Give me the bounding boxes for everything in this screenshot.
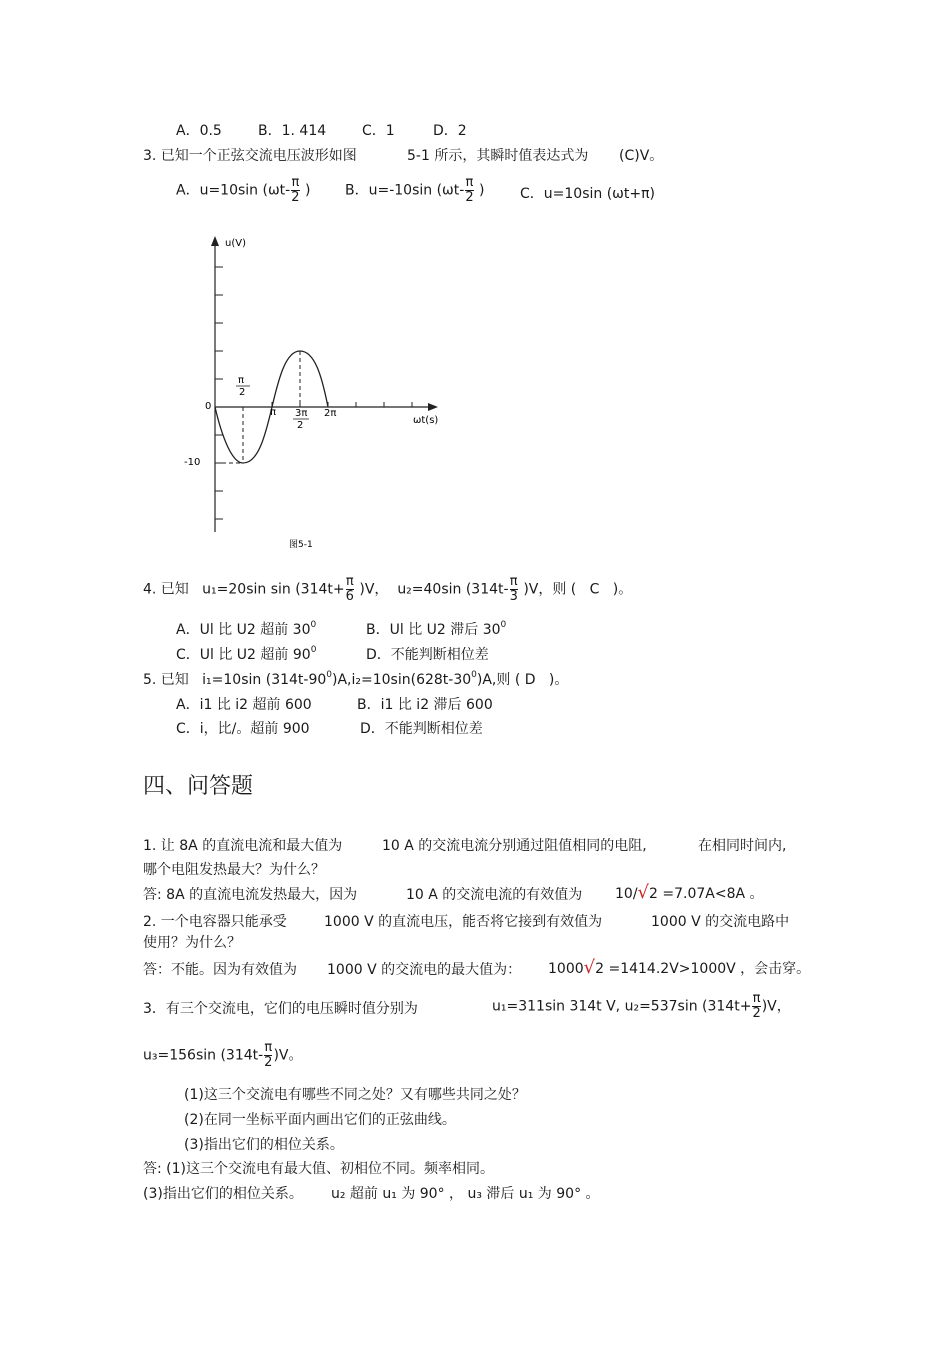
q4-option-d: D．不能判断相位差	[366, 647, 489, 663]
q4-u2: u₂=40sin (314t-	[397, 581, 509, 598]
numerator: π	[752, 991, 761, 1006]
q4-mid: )V，	[359, 581, 389, 598]
q4-option-b-text: B．Ul 比 U2 滞后 30	[366, 622, 501, 638]
q3-stem-text: 已知一个正弦交流电压波形如图	[160, 148, 357, 164]
neg10-label: -10	[184, 457, 201, 468]
qa1-line1b: 10 A 的交流电流分别通过阻值相同的电阻,	[382, 838, 647, 854]
qa1-answer-d: 2 =7.07A<8A 。	[649, 886, 764, 902]
qa2-answer-c-text: 1000	[548, 961, 584, 977]
q4-option-a	[176, 621, 316, 641]
qa2-answer-c	[548, 959, 810, 978]
y-axis-label: u(V)	[225, 238, 246, 249]
degree-mark: 0	[310, 620, 317, 630]
figure-5-1	[170, 232, 450, 562]
q2-option-a: A．0.5	[176, 123, 222, 139]
q4-option-c-text: C．Ul 比 U2 超前 90	[176, 647, 311, 663]
paren: )	[304, 182, 311, 199]
qa3-line2-end: )V。	[273, 1047, 303, 1064]
q3-option-a	[176, 176, 310, 205]
q5-answer: D	[524, 672, 536, 688]
qa2-line1b: 1000 V 的直流电压，能否将它接到有效值为	[324, 914, 603, 930]
denominator: 2	[465, 190, 474, 205]
qa2-answer-d: 2 =1414.2V>1000V ，会击穿。	[595, 961, 811, 977]
degree-mark: 0	[310, 645, 317, 655]
qa1-line2: 哪个电阻发热最大？为什么？	[143, 862, 325, 878]
q4-option-a-text: A．Ul 比 U2 超前 30	[176, 622, 311, 638]
q4-number: 4. 已知	[143, 581, 189, 598]
qa3-line1a: 3．有三个交流电，它们的电压瞬时值分别为	[143, 1001, 418, 1017]
sqrt-icon: √	[583, 957, 596, 978]
q5-option-d: D．不能判断相位差	[360, 721, 483, 737]
q3-answer: (C)V。	[619, 148, 664, 164]
q5-number: 5. 已知	[143, 672, 189, 688]
fraction	[291, 176, 299, 205]
q3-option-b-text: B．u=-10sin (ωt-	[345, 182, 465, 199]
origin-label: 0	[205, 401, 212, 412]
fraction	[264, 1041, 272, 1070]
two-pi-label: 2π	[324, 408, 337, 419]
qa3-sub2: (2)在同一坐标平面内画出它们的正弦曲线。	[184, 1112, 456, 1128]
qa3-answer1: 答: (1)这三个交流电有最大值、初相位不同。频率相同。	[143, 1161, 494, 1177]
numerator: π	[291, 175, 300, 190]
qa3-answer3a: (3)指出它们的相位关系。	[143, 1186, 303, 1202]
paren: )	[479, 182, 485, 199]
degree-mark: 0	[326, 670, 332, 680]
three-pi-den: 2	[297, 420, 304, 431]
qa1-answer-b: 10 A 的交流电流的有效值为	[406, 887, 583, 903]
q3-stem	[143, 147, 357, 165]
degree-mark: 0	[471, 670, 477, 680]
q5-option-c: C．i，比/。超前 900	[176, 721, 310, 737]
figure-caption: 图5-1	[289, 540, 313, 550]
q5-stem	[143, 671, 568, 691]
q4-answer: C	[589, 581, 600, 598]
q4-tail: )V，则 (	[523, 581, 577, 598]
q4-stem	[143, 575, 632, 604]
q5-option-a: A．i1 比 i2 超前 600	[176, 697, 312, 713]
x-axis-label: ωt(s)	[413, 415, 439, 426]
qa1-line1c: 在相同时间内,	[698, 838, 787, 854]
denominator: 2	[264, 1055, 273, 1070]
qa3-line1b	[492, 992, 791, 1021]
qa2-line2: 使用？为什么？	[143, 935, 241, 951]
qa3-u3: u₃=156sin (314t-	[143, 1047, 264, 1064]
q5-expr: i₁=10sin (314t-90	[202, 672, 327, 688]
qa3-line1-end: )V，	[761, 998, 791, 1015]
q5-expr: )A,i	[332, 672, 356, 688]
q3-option-a-text: A．u=10sin (ωt-	[176, 182, 291, 199]
qa3-sub3: (3)指出它们的相位关系。	[184, 1137, 344, 1153]
qa1-line1a: 1. 让 8A 的直流电流和最大值为	[143, 838, 343, 854]
qa2-line1c: 1000 V 的交流电路中	[651, 914, 790, 930]
qa2-answer-b: 1000 V 的交流电的最大值为：	[327, 962, 522, 978]
qa3-sub1: (1)这三个交流电有哪些不同之处？又有哪些共同之处？	[184, 1087, 526, 1103]
half-pi-den: 2	[239, 387, 246, 398]
fraction	[346, 575, 354, 604]
x-ticks	[272, 402, 412, 407]
three-pi-num: 3π	[295, 408, 308, 419]
q2-option-b: B．1. 414	[258, 123, 327, 139]
numerator: π	[345, 574, 354, 589]
qa3-answer3b: u₂ 超前 u₁ 为 90° ， u₃ 滞后 u₁ 为 90° 。	[331, 1186, 600, 1202]
q4-u1: u₁=20sin sin (314t+	[202, 581, 345, 598]
numerator: π	[509, 574, 518, 589]
numerator: π	[264, 1040, 273, 1055]
y-ticks	[215, 267, 223, 519]
q3-option-b	[345, 176, 485, 205]
qa3-u1-u2: u₁=311sin 314t V, u₂=537sin (314t+	[492, 998, 752, 1015]
qa1-answer-c-text: 10/	[615, 886, 638, 902]
q2-option-c: C．1	[362, 123, 395, 139]
fraction	[752, 992, 760, 1021]
denominator: 2	[752, 1006, 761, 1021]
q5-expr: ₂=10sin(628t-30	[355, 672, 472, 688]
pi-label: π	[270, 407, 277, 418]
numerator: π	[465, 175, 474, 190]
qa2-line1a: 2. 一个电容器只能承受	[143, 914, 287, 930]
y-axis-arrow	[211, 236, 219, 246]
denominator: 6	[345, 589, 354, 604]
q5-end: )。	[548, 672, 569, 688]
qa2-answer-a: 答：不能。因为有效值为	[143, 962, 297, 978]
denominator: 3	[509, 589, 518, 604]
q4-end: )。	[612, 581, 633, 598]
q5-option-b: B．i1 比 i2 滞后 600	[357, 697, 493, 713]
qa1-answer	[143, 886, 357, 904]
qa1-answer-a: 答: 8A 的直流电流发热最大，因为	[143, 887, 358, 903]
q4-option-b	[366, 621, 506, 641]
q2-option-d: D．2	[433, 123, 467, 139]
q3-fig-ref: 5-1 所示，其瞬时值表达式为	[407, 148, 589, 164]
sqrt-icon: √	[637, 882, 650, 903]
degree-mark: 0	[500, 620, 507, 630]
fraction	[465, 176, 473, 205]
q4-option-c	[176, 646, 316, 666]
qa1-answer-c	[615, 884, 764, 903]
fraction	[510, 575, 518, 604]
denominator: 2	[291, 190, 300, 205]
qa3-line2	[143, 1041, 303, 1070]
x-axis-arrow	[428, 403, 438, 411]
q3-number: 3.	[143, 148, 157, 164]
half-pi-num: π	[238, 375, 245, 386]
section-title: 四、问答题	[143, 774, 254, 799]
q5-expr: )A,则 (	[476, 672, 521, 688]
q3-option-c: C．u=10sin (ωt+π)	[520, 186, 655, 202]
